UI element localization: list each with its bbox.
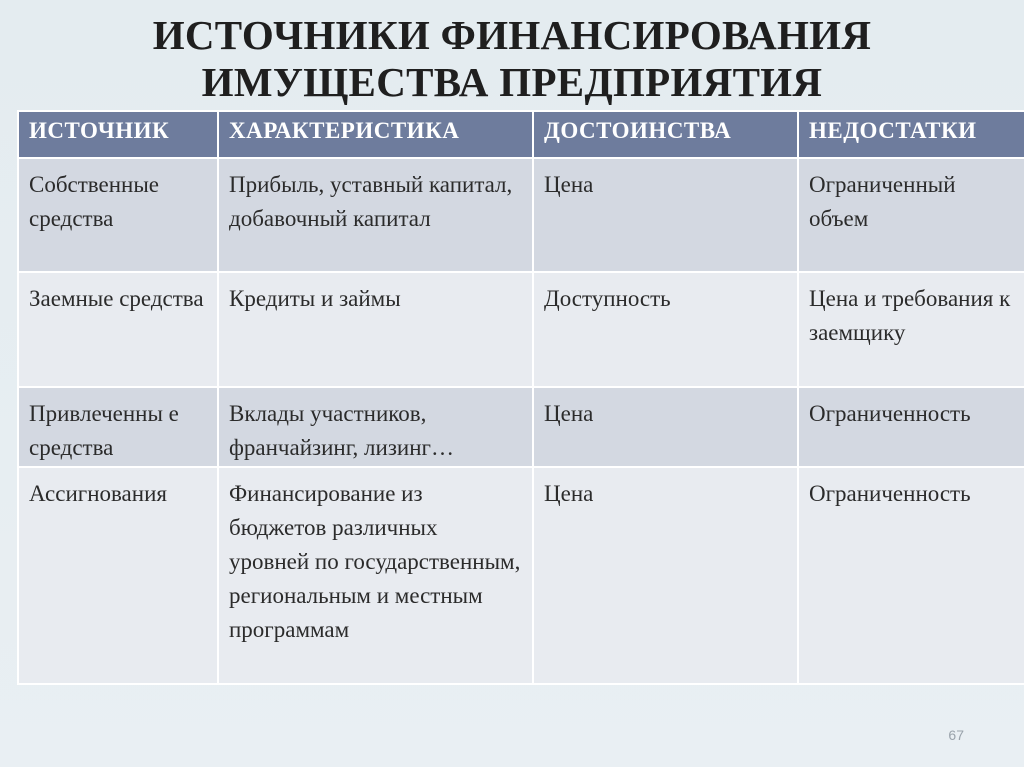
slide-title-line-1: ИСТОЧНИКИ ФИНАНСИРОВАНИЯ	[152, 12, 872, 58]
cell-disadvantages: Ограниченность	[798, 467, 1024, 684]
cell-advantages: Цена	[533, 158, 798, 272]
cell-disadvantages: Цена и требования к заемщику	[798, 272, 1024, 387]
cell-source: Ассигнования	[18, 467, 218, 684]
header-advantages: ДОСТОИНСТВА	[533, 111, 798, 158]
cell-advantages: Доступность	[533, 272, 798, 387]
cell-characteristic: Прибыль, уставный капитал, добавочный капитал	[218, 158, 533, 272]
header-source: ИСТОЧНИК	[18, 111, 218, 158]
table-row	[18, 158, 1024, 272]
header-characteristic: ХАРАКТЕРИСТИКА	[218, 111, 533, 158]
table-header-row	[18, 111, 1024, 158]
cell-source: Привлеченны е средства	[18, 387, 218, 467]
header-disadvantages: НЕДОСТАТКИ	[798, 111, 1024, 158]
table-row	[18, 387, 1024, 467]
table-row	[18, 272, 1024, 387]
cell-advantages: Цена	[533, 387, 798, 467]
cell-disadvantages: Ограниченный объем	[798, 158, 1024, 272]
cell-disadvantages: Ограниченность	[798, 387, 1024, 467]
cell-characteristic: Кредиты и займы	[218, 272, 533, 387]
cell-characteristic: Вклады участников, франчайзинг, лизинг…	[218, 387, 533, 467]
cell-characteristic: Финансирование из бюджетов различных уровней по государственным, региональным и местным программам	[218, 467, 533, 684]
cell-advantages: Цена	[533, 467, 798, 684]
slide-title	[0, 12, 1024, 106]
financing-sources-table	[17, 110, 1024, 685]
page-number: 67	[948, 727, 964, 743]
cell-source: Заемные средства	[18, 272, 218, 387]
slide-title-line-2: ИМУЩЕСТВА ПРЕДПРИЯТИЯ	[201, 59, 823, 105]
cell-source: Собственные средства	[18, 158, 218, 272]
table-row	[18, 467, 1024, 684]
